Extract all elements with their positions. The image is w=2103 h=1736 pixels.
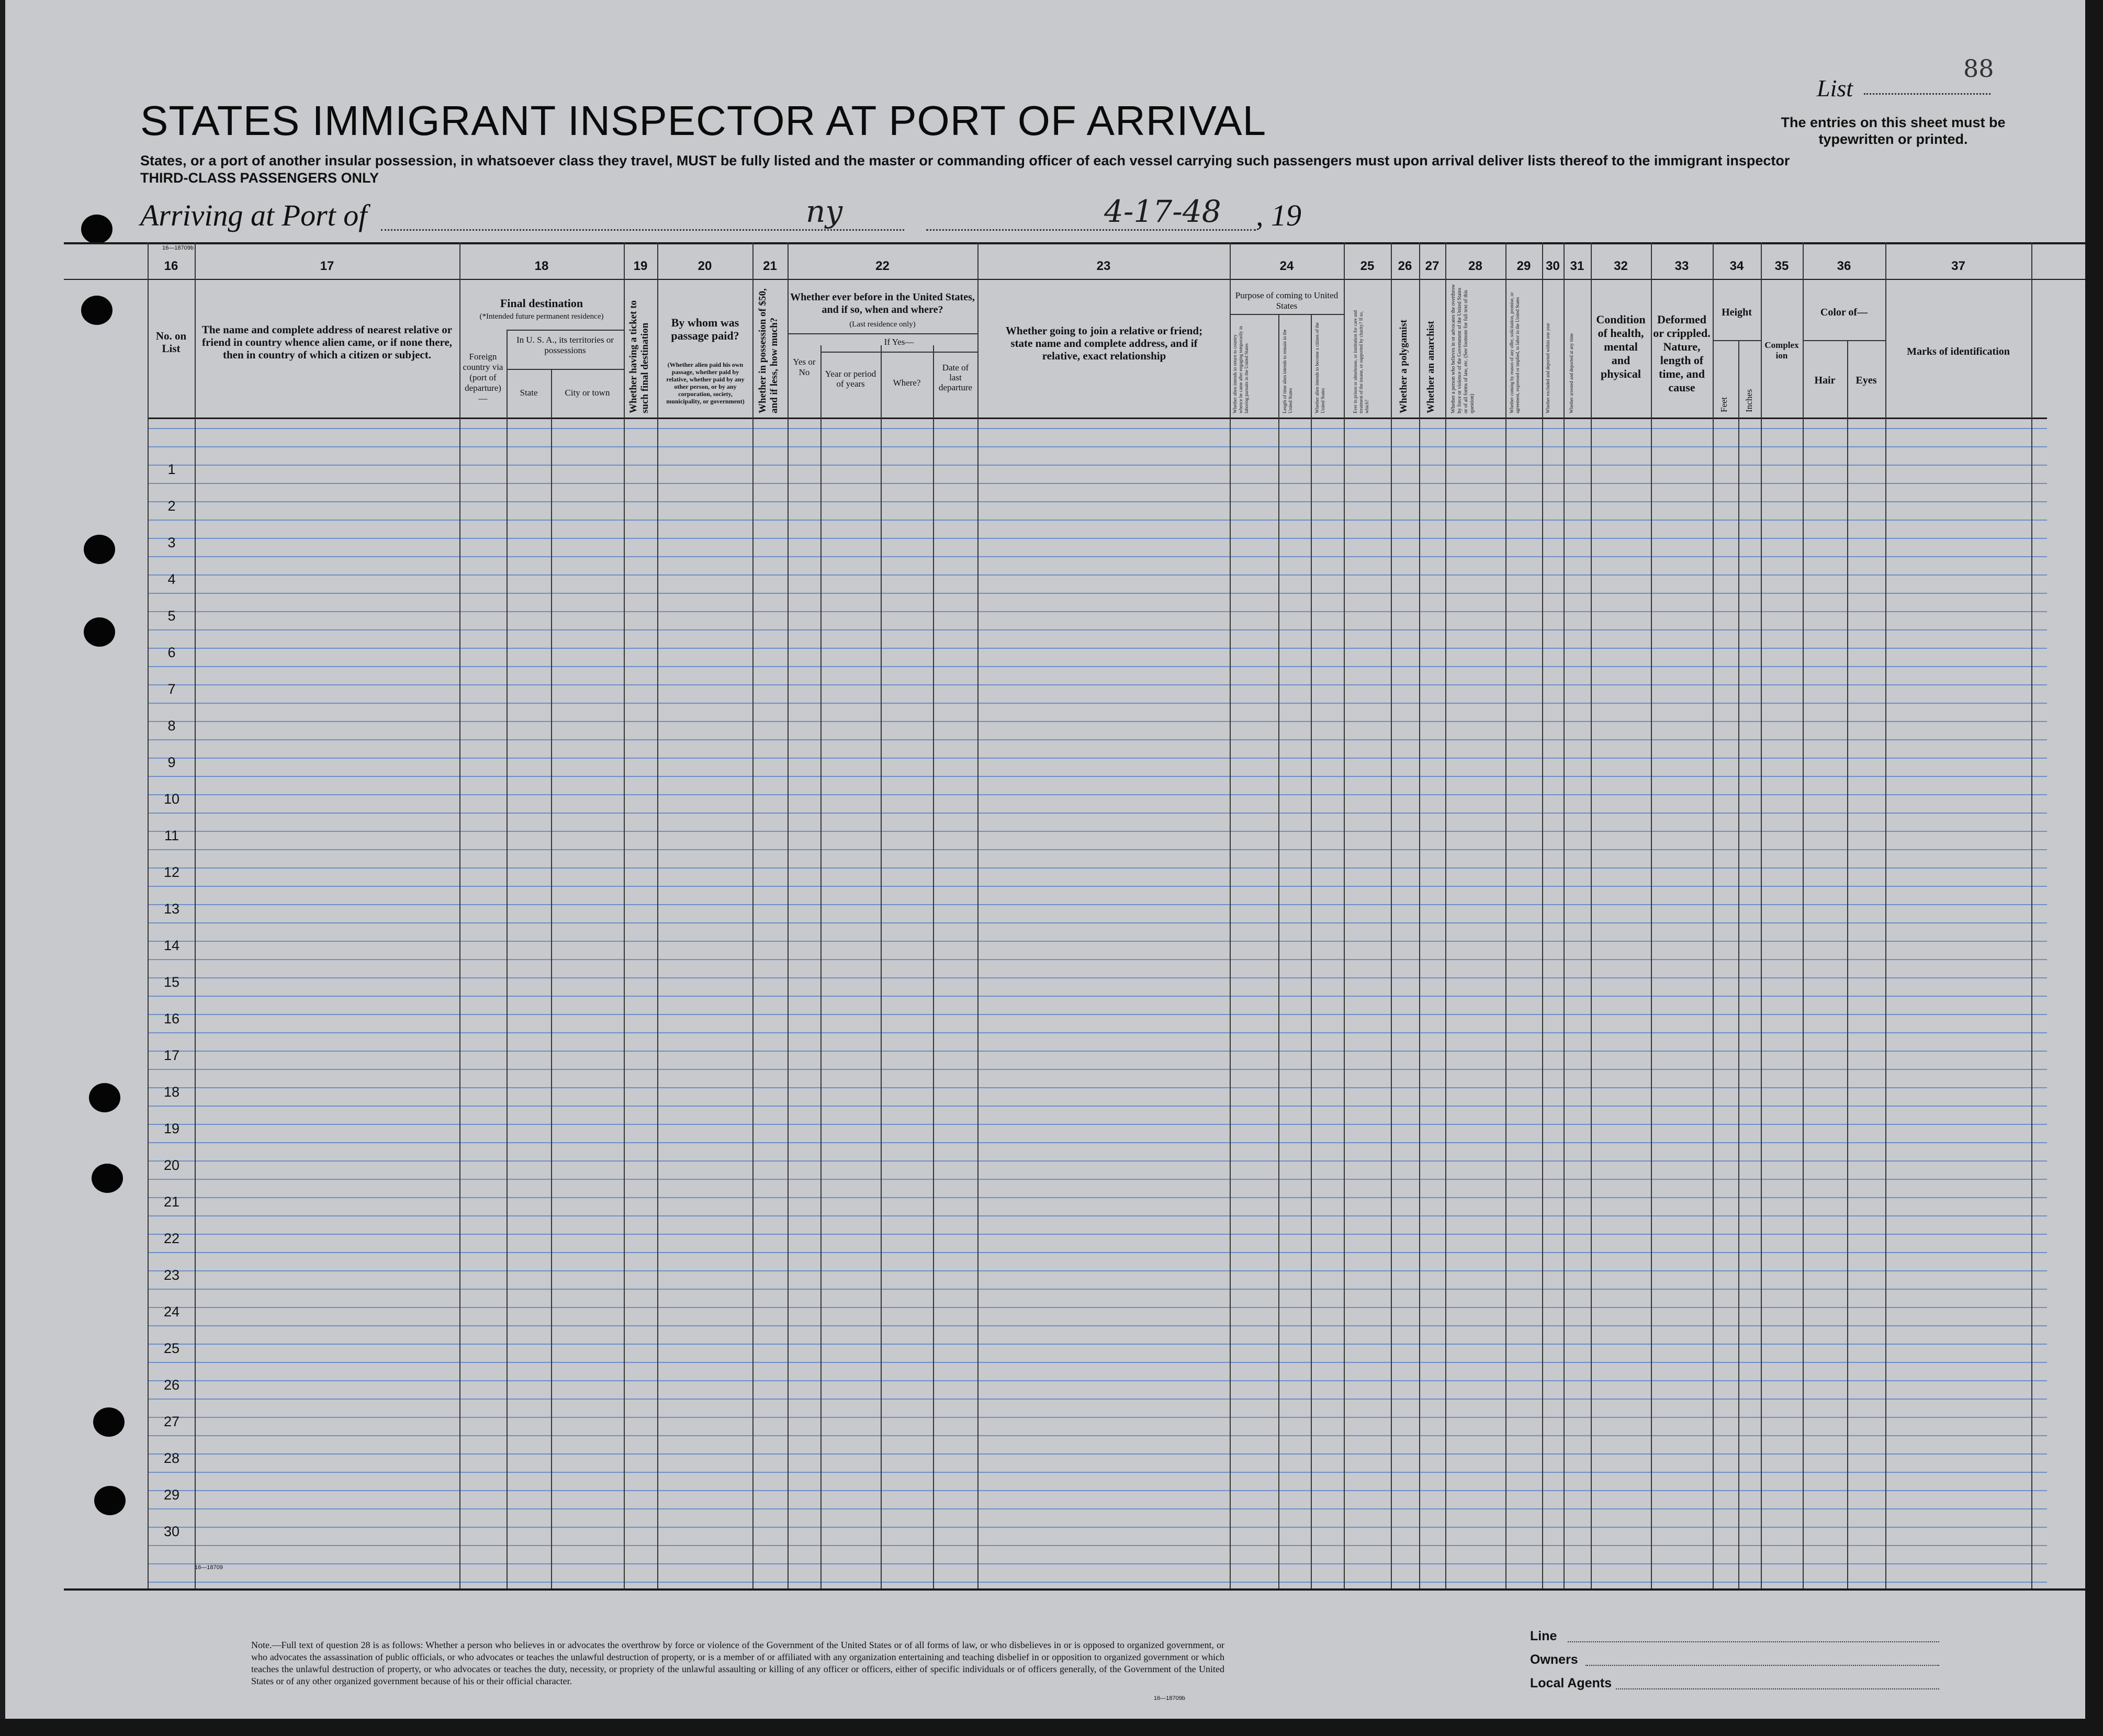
ruled-line <box>148 648 2047 649</box>
col-divider <box>1230 242 1231 1588</box>
col-number-33: 33 <box>1674 259 1689 273</box>
ruled-line <box>148 1270 2047 1271</box>
header-polygamist: Whether a polygamist <box>1398 319 1409 413</box>
header-eyes: Eyes <box>1855 375 1877 386</box>
col-divider <box>551 369 552 1588</box>
ruled-line <box>148 666 2047 667</box>
ruled-line <box>148 1435 2047 1436</box>
ruled-line <box>148 465 2047 466</box>
col-divider <box>195 242 196 1588</box>
header-deformed: Deformed or crippled. Nature, length of time, and cause <box>1653 313 1711 394</box>
row-number: 20 <box>163 1157 180 1173</box>
col-number-36: 36 <box>1837 259 1851 273</box>
row-number: 21 <box>163 1194 180 1210</box>
row-number: 29 <box>163 1487 180 1503</box>
ruled-line <box>148 996 2047 997</box>
header-if-yes: If Yes— <box>884 337 914 347</box>
ruled-line <box>148 593 2047 594</box>
punch-hole <box>84 535 115 564</box>
table-header-border <box>64 279 2085 280</box>
header-final-destination: Final destination <box>500 297 583 310</box>
col-number-19: 19 <box>633 259 648 273</box>
line-label: Line <box>1530 1629 1557 1643</box>
local-agents-field <box>1616 1688 1939 1689</box>
ruled-line <box>148 1545 2047 1546</box>
form-subtitle: States, or a port of another insular possession, in whatsoever class they travel, MUST be fully listed and the master or commanding officer of each vessel carrying such passengers must upon arrival deliver lists thereof to the immigrant inspector <box>140 153 1790 168</box>
ruled-line <box>148 1472 2047 1473</box>
col-divider <box>1885 242 1886 1588</box>
punch-hole <box>81 296 113 325</box>
ruled-line <box>148 794 2047 795</box>
form-title: STATES IMMIGRANT INSPECTOR AT PORT OF ARRIVAL <box>140 97 1267 144</box>
local-agents-label: Local Agents <box>1530 1676 1612 1690</box>
punch-hole <box>93 1407 125 1437</box>
footnote: Note.—Full text of question 28 is as follows: Whether a person who believes in or advocates the overthrow by force or violence of the Government of the United States or of all forms of law, or who disbelieves in or is opposed to organized government, or who advocates the assassination of public officials, or who advocates or teaches the unlawful destruction of property, or is a member of or affiliated with any organization entertaining and teaching disbelief in or opposition to organized government or which teaches the unlawful destruction of property, or who advocates or teaches the duty, necessity, or propriety of the unlawful assaulting or killing of any officer or officers, either of specific individuals or of officers generally, of the Government of the United States or of any other organized government because of his or their official character. <box>251 1640 1224 1686</box>
col-number-22: 22 <box>875 259 890 273</box>
col-divider <box>507 330 508 1588</box>
ruled-line <box>148 446 2047 447</box>
ruled-line <box>148 721 2047 722</box>
ruled-line <box>148 703 2047 704</box>
header-passage-paid: By whom was passage paid? <box>671 316 739 342</box>
line-field <box>1568 1641 1939 1642</box>
punch-hole <box>84 617 115 647</box>
ruled-line <box>148 1234 2047 1235</box>
form-stamp-top: 16—18709b <box>162 245 194 251</box>
ruled-line <box>148 1252 2047 1253</box>
col-number-16: 16 <box>164 259 178 273</box>
header-marks: Marks of identification <box>1907 346 2010 357</box>
scan-edge-right <box>2085 0 2103 1736</box>
table-body-border <box>148 418 2047 419</box>
row-number: 11 <box>164 828 179 843</box>
owners-label: Owners <box>1530 1652 1578 1667</box>
col-number-29: 29 <box>1516 259 1531 273</box>
ruled-line <box>148 629 2047 630</box>
ruled-line <box>148 959 2047 960</box>
col-divider <box>1738 340 1739 1588</box>
ruled-line <box>148 977 2047 978</box>
header-last-residence: (Last residence only) <box>849 320 916 329</box>
ruled-line <box>148 501 2047 502</box>
col-divider <box>1847 340 1848 1588</box>
row-number: 16 <box>163 1011 180 1027</box>
col-divider <box>1419 242 1420 1588</box>
header-anarchist: Whether an anarchist <box>1425 321 1436 413</box>
header-complexion: Complexion <box>1764 340 1799 360</box>
col-divider <box>1344 242 1345 1588</box>
row-number: 10 <box>163 791 180 807</box>
col-divider <box>820 345 822 1588</box>
ruled-line <box>148 941 2047 942</box>
col-divider <box>148 242 149 1588</box>
col-divider <box>1651 242 1652 1588</box>
ruled-line <box>148 1051 2047 1052</box>
row-number: 2 <box>167 498 176 514</box>
header-city: City or town <box>565 388 610 398</box>
col-divider <box>1278 314 1279 1588</box>
row-number: 27 <box>163 1414 180 1429</box>
ruled-line <box>148 1087 2047 1088</box>
col-divider <box>1391 242 1392 1588</box>
ruled-line <box>148 1289 2047 1290</box>
header-final-destination-note: (*Intended future permanent residence) <box>479 312 604 321</box>
date-handwritten: 4-17-48 <box>1104 194 1221 229</box>
header-where: Where? <box>893 378 921 388</box>
ruled-line <box>148 1362 2047 1363</box>
ruled-line <box>148 1380 2047 1381</box>
entries-instruction: The entries on this sheet must be typewritten or printed. <box>1781 115 2006 147</box>
col-divider <box>977 242 979 1588</box>
ruled-line <box>148 1179 2047 1180</box>
col-divider <box>1445 242 1446 1588</box>
header-subdivider <box>507 330 624 331</box>
ruled-line <box>148 1014 2047 1015</box>
col-divider <box>1564 242 1565 1588</box>
header-purpose-length: Length of time alien intends to remain in the United States <box>1282 329 1293 413</box>
punch-hole <box>92 1164 123 1193</box>
col-divider <box>2031 242 2032 1588</box>
header-color-of: Color of— <box>1820 307 1868 318</box>
page-number: 88 <box>1963 54 1994 83</box>
header-subdivider <box>820 352 977 353</box>
ruled-line <box>148 831 2047 832</box>
row-number: 8 <box>167 718 176 734</box>
ruled-line <box>148 1124 2047 1125</box>
row-number: 4 <box>167 571 176 587</box>
col-divider <box>1761 242 1762 1588</box>
ruled-line <box>148 1490 2047 1491</box>
col-number-20: 20 <box>698 259 712 273</box>
header-subdivider <box>788 333 977 334</box>
row-number: 26 <box>163 1377 180 1393</box>
col-number-26: 26 <box>1398 259 1412 273</box>
col-divider <box>1713 242 1714 1588</box>
header-subdivider <box>1803 340 1885 341</box>
arriving-port-label: Arriving at Port of <box>140 198 367 232</box>
ruled-line <box>148 1142 2047 1143</box>
header-yes-no: Yes or No <box>793 357 816 377</box>
col-divider <box>624 242 625 1588</box>
row-number: 12 <box>163 864 180 880</box>
header-nearest-relative: The name and complete address of nearest relative or friend in country whence alien came, or if none there, then in country of which a citizen or subject. <box>201 323 453 361</box>
list-number-line <box>1864 93 1990 95</box>
row-number: 25 <box>163 1340 180 1356</box>
ruled-line <box>148 776 2047 777</box>
ruled-line <box>148 1069 2047 1070</box>
port-line <box>381 229 904 231</box>
ruled-line <box>148 1032 2047 1033</box>
row-number: 1 <box>167 461 176 477</box>
row-number: 30 <box>163 1524 180 1539</box>
ruled-line <box>148 1508 2047 1509</box>
table-bottom-border <box>64 1588 2085 1591</box>
row-number: 24 <box>163 1304 180 1320</box>
form-stamp-bottom: 16—18709 <box>195 1564 223 1571</box>
ruled-line <box>148 1307 2047 1308</box>
row-number: 22 <box>163 1231 180 1246</box>
col-divider <box>1803 242 1804 1588</box>
col-number-24: 24 <box>1279 259 1294 273</box>
col-number-17: 17 <box>320 259 334 273</box>
row-number: 3 <box>167 535 176 550</box>
owners-field <box>1585 1665 1939 1666</box>
ruled-line <box>148 556 2047 557</box>
row-number: 6 <box>167 645 176 660</box>
scan-edge-bottom <box>0 1719 2103 1736</box>
ruled-line <box>148 922 2047 923</box>
ruled-line <box>148 867 2047 869</box>
header-prison: Ever in prison or almshouse, or institution for care and treatment of the insane, or supported by charity? If so, which? <box>1353 310 1369 413</box>
col-number-23: 23 <box>1096 259 1111 273</box>
ruled-line <box>148 1197 2047 1198</box>
ruled-line <box>148 611 2047 612</box>
header-date-departure: Date of last departure <box>938 363 973 392</box>
header-purpose: Purpose of coming to United States <box>1235 290 1339 311</box>
col-divider <box>752 242 754 1588</box>
col-divider <box>933 345 934 1588</box>
ruled-line <box>148 520 2047 521</box>
header-subdivider <box>1713 340 1761 341</box>
row-number: 18 <box>163 1084 180 1100</box>
header-list-number: No. on List <box>155 330 187 355</box>
col-number-21: 21 <box>763 259 777 273</box>
ruled-line <box>148 684 2047 685</box>
ruled-line <box>148 1344 2047 1345</box>
ruled-line <box>148 483 2047 484</box>
col-divider <box>1311 314 1312 1588</box>
header-arrested: Whether arrested and deported at any time <box>1569 333 1574 413</box>
row-number: 14 <box>163 938 180 953</box>
ruled-line <box>148 904 2047 905</box>
header-subdivider <box>507 369 624 370</box>
ruled-line <box>148 1399 2047 1400</box>
row-number: 23 <box>163 1267 180 1283</box>
port-handwritten: ny <box>806 194 843 229</box>
header-ever-before-us: Whether ever before in the United States, and if so, when and where? <box>790 291 975 315</box>
header-ticket: Whether having a ticket to such final destination <box>628 300 650 413</box>
header-excluded: Whether excluded and deported within one year <box>1545 323 1550 413</box>
col-number-31: 31 <box>1570 259 1584 273</box>
ruled-line <box>148 1563 2047 1564</box>
ruled-line <box>148 886 2047 887</box>
row-number: 13 <box>163 901 180 917</box>
col-number-32: 32 <box>1614 259 1628 273</box>
col-number-18: 18 <box>534 259 549 273</box>
col-divider <box>881 345 882 1588</box>
header-purpose-citizen: Whether alien intends to become a citizen of the United States <box>1314 322 1325 413</box>
punch-hole <box>81 215 113 244</box>
ruled-line <box>148 428 2047 429</box>
col-number-28: 28 <box>1468 259 1482 273</box>
ruled-line <box>148 1582 2047 1583</box>
ruled-line <box>148 1160 2047 1162</box>
list-label: List <box>1817 75 1853 102</box>
header-hair: Hair <box>1814 375 1836 386</box>
col-divider <box>1505 242 1506 1588</box>
ruled-line <box>148 574 2047 576</box>
punch-hole <box>94 1486 126 1515</box>
header-passage-note: (Whether alien paid his own passage, whether paid by relative, whether paid by any other person, or by any corporation, society, municipality, or government) <box>666 361 745 405</box>
row-number: 5 <box>167 608 176 624</box>
row-number: 19 <box>163 1121 180 1136</box>
col-number-25: 25 <box>1360 259 1375 273</box>
ruled-line <box>148 813 2047 814</box>
col-number-35: 35 <box>1774 259 1789 273</box>
ruled-line <box>148 1325 2047 1326</box>
ruled-line <box>148 1417 2047 1418</box>
header-state: State <box>520 388 538 398</box>
header-in-usa: In U. S. A., its territories or possessions <box>516 335 614 355</box>
header-feet: Feet <box>1719 397 1729 412</box>
ruled-line <box>148 739 2047 740</box>
col-divider <box>657 242 658 1588</box>
ruled-line <box>148 538 2047 539</box>
table-top-border <box>64 242 2085 244</box>
ruled-line <box>148 849 2047 850</box>
header-inches: Inches <box>1744 389 1754 412</box>
header-foreign-country: Foreign country via (port of departure)— <box>463 352 503 403</box>
col-divider <box>459 242 460 1588</box>
header-fifty-dollars: Whether in possession of $50, and if less, how much? <box>757 288 780 413</box>
ruled-line <box>148 1453 2047 1455</box>
col-divider <box>788 242 789 1588</box>
punch-hole <box>89 1083 120 1112</box>
row-number: 28 <box>163 1450 180 1466</box>
row-number: 17 <box>163 1047 180 1063</box>
scan-edge-left <box>0 0 5 1736</box>
header-year-period: Year or period of years <box>825 369 876 389</box>
header-height: Height <box>1722 307 1752 318</box>
header-join-relative: Whether going to join a relative or friend; state name and complete address, and if relative, exact relationship <box>1005 324 1203 362</box>
row-number: 9 <box>167 754 176 770</box>
passenger-class: THIRD-CLASS PASSENGERS ONLY <box>140 170 379 186</box>
header-labor-offer: Whether coming by reason of any offer, solicitation, promise, or agreement, expressed or implied, to labor in the United States <box>1509 292 1520 413</box>
col-number-30: 30 <box>1546 259 1560 273</box>
col-divider <box>1591 242 1592 1588</box>
row-number: 15 <box>163 974 180 990</box>
col-number-37: 37 <box>1951 259 1965 273</box>
ruled-line <box>148 1106 2047 1107</box>
ruled-line <box>148 1215 2047 1216</box>
col-divider <box>1542 242 1543 1588</box>
ruled-line <box>148 758 2047 759</box>
ruled-line <box>148 1527 2047 1528</box>
year-prefix: , 19 <box>1256 198 1301 232</box>
row-number: 7 <box>167 681 176 697</box>
header-purpose-return: Whether alien intends to return to country whence he came after engaging temporarily in laboring pursuits in the United States <box>1232 326 1249 413</box>
header-subdivider <box>1230 314 1344 315</box>
header-question-28: Whether a person who believes in or advocates the overthrow by force or violence of the Government of the United States or of all forms of law, etc. (See footnote for full text of this question) <box>1450 284 1475 413</box>
footnote-stamp: 16—18709b <box>1154 1695 1185 1701</box>
col-number-34: 34 <box>1729 259 1744 273</box>
date-line <box>926 229 1256 231</box>
header-health: Condition of health, mental and physical <box>1596 313 1646 380</box>
col-number-27: 27 <box>1425 259 1440 273</box>
